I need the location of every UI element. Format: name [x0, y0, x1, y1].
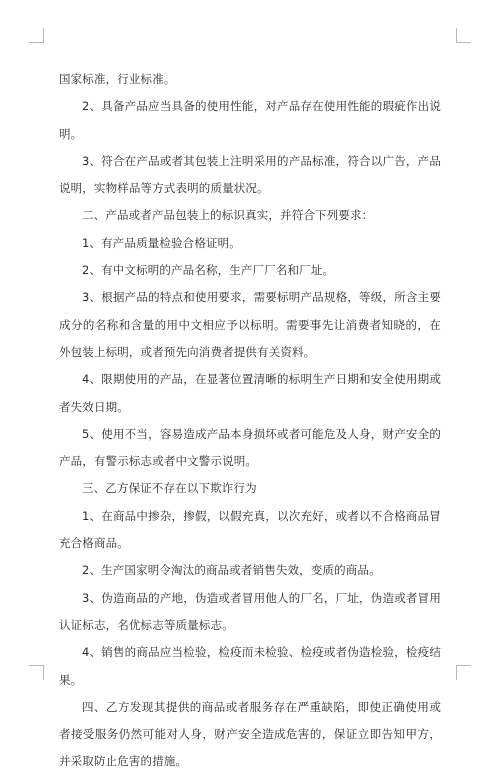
paragraph: 3、伪造商品的产地，伪造或者冒用他人的厂名，厂址，伪造或者冒用认证标志，名优标志等质量标志。: [59, 590, 441, 632]
paragraph: 2、有中文标明的产品名称，生产厂厂名和厂址。: [82, 263, 335, 278]
paragraph: 4、销售的商品应当检验，检疫而未检验、检疫或者伪造检验，检疫结果。: [59, 645, 441, 687]
paragraph: 2、具备产品应当具备的使用性能，对产品存在使用性能的瑕疵作出说明。: [59, 99, 441, 141]
paragraph: 1、在商品中掺杂，掺假，以假充真，以次充好，或者以不合格商品冒充合格商品。: [59, 508, 441, 551]
paragraph: 国家标准，行业标准。: [59, 72, 176, 86]
paragraph: 4、限期使用的产品，在显著位置清晰的标明生产日期和安全使用期或者失效日期。: [59, 372, 441, 414]
paragraph: 1、有产品质量检验合格证明。: [82, 235, 241, 250]
paragraph: 2、生产国家明令淘汰的商品或者销售失效，变质的商品。: [82, 563, 381, 578]
paragraph: 3、符合在产品或者其包装上注明采用的产品标准，符合以广告，产品说明，实物样品等方式表明的质量状况。: [59, 153, 441, 196]
paragraph: 三、乙方保证不存在以下欺诈行为: [82, 481, 257, 496]
paragraph: 3、根据产品的特点和使用要求，需要标明产品规格，等级，所含主要成分的名称和含量的用中文相应予以标明。需要事先让消费者知晓的，在外包装上标明，或者预先向消费者提供有关资料。: [59, 290, 441, 359]
paragraph: 5、使用不当，容易造成产品本身损坏或者可能危及人身，财产安全的产品，有警示标志或者中文警示说明。: [59, 426, 441, 469]
crop-mark-bottom-right: [456, 665, 471, 680]
crop-mark-top-left: [29, 28, 44, 43]
paragraph: 四、乙方发现其提供的商品或者服务存在严重缺陷，即使正确使用或者接受服务仍然可能对人身，财产安全造成危害的，保证立即告知甲方，并采取防止危害的措施。: [59, 699, 441, 769]
crop-mark-top-right: [456, 28, 471, 43]
paragraph: 二、产品或者产品包装上的标识真实，并符合下列要求：: [82, 208, 374, 223]
crop-mark-bottom-left: [29, 665, 44, 680]
document-body: [59, 66, 441, 776]
